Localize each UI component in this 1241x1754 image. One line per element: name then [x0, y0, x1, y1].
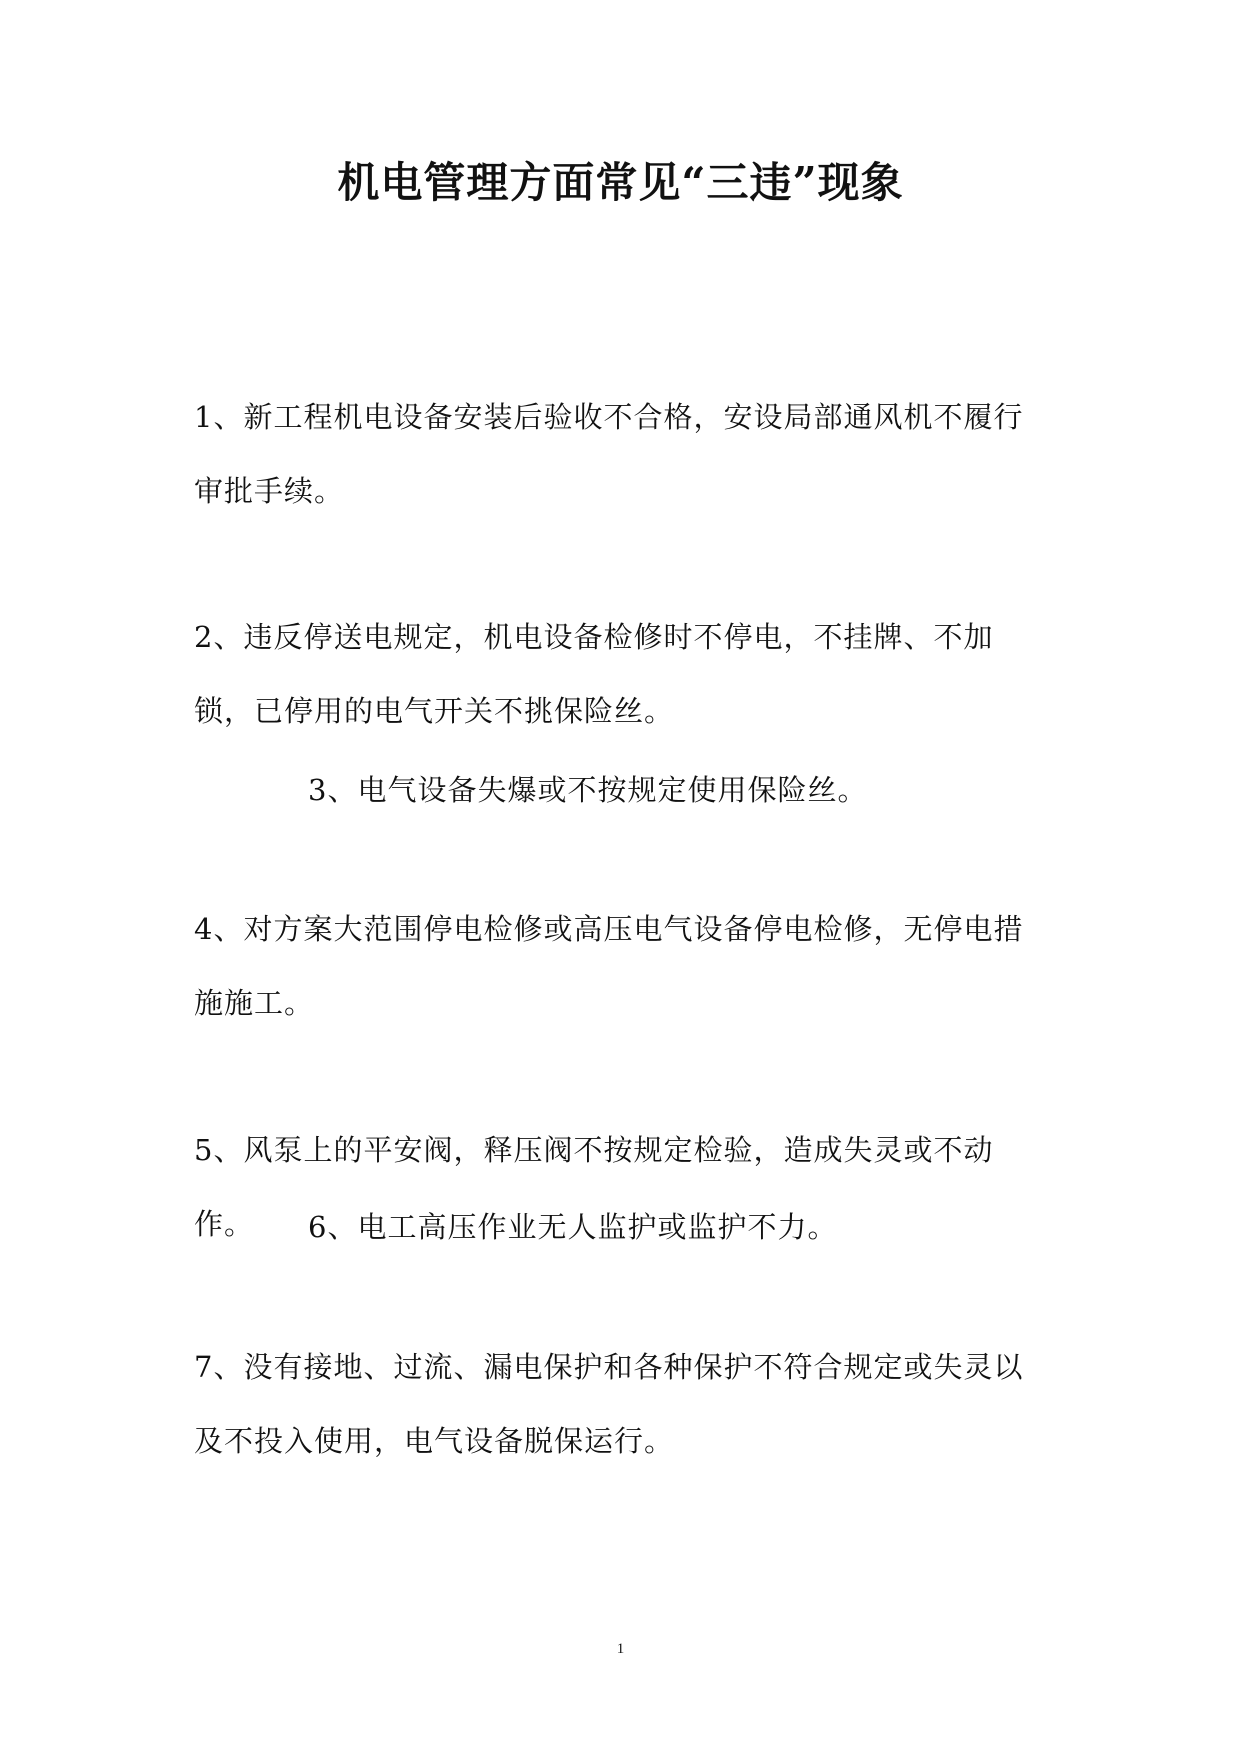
list-item-1: 1、新工程机电设备安装后验收不合格，安设局部通风机不履行审批手续。: [194, 400, 1024, 508]
list-item-6: 6、电工高压作业无人监护或监护不力。: [308, 1210, 838, 1244]
list-item-3: 3、电气设备失爆或不按规定使用保险丝。: [308, 773, 868, 807]
page-number: 1: [616, 1641, 625, 1657]
list-item-5: 5、风泵上的平安阀，释压阀不按规定检验，造成失灵或不动作。: [194, 1133, 994, 1241]
list-item-7: 7、没有接地、过流、漏电保护和各种保护不符合规定或失灵以及不投入使用，电气设备脱保运行。: [194, 1350, 1024, 1458]
list-item-2: 2、违反停送电规定，机电设备检修时不停电，不挂牌、不加锁，已停用的电气开关不挑保险丝。: [194, 620, 994, 728]
list-item-4: 4、对方案大范围停电检修或高压电气设备停电检修，无停电措施施工。: [194, 912, 1024, 1020]
page-title: 机电管理方面常见“三违”现象: [337, 158, 904, 207]
